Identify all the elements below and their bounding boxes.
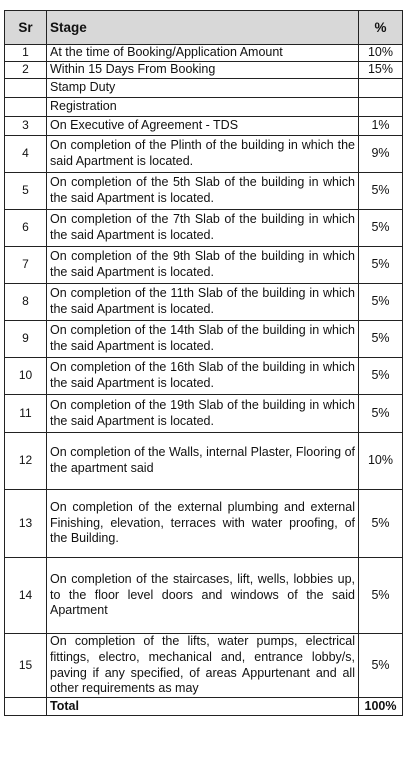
table-row xyxy=(5,62,403,79)
row-stage: At the time of Booking/Application Amount xyxy=(47,45,359,62)
table-row xyxy=(5,247,403,284)
row-stage: On completion of the Plinth of the building in which the said Apartment is located. xyxy=(47,136,359,173)
row-stage: On completion of the 5th Slab of the building in which the said Apartment is located. xyxy=(47,173,359,210)
row-stage: On completion of the staircases, lift, wells, lobbies up, to the floor level doors and windows of the said Apartment xyxy=(47,558,359,634)
table-row xyxy=(5,358,403,395)
row-sr xyxy=(5,79,47,98)
row-percent: 5% xyxy=(359,173,403,210)
table-total-row xyxy=(5,698,403,716)
row-stage: On completion of the 9th Slab of the building in which the said Apartment is located. xyxy=(47,247,359,284)
row-percent: 5% xyxy=(359,247,403,284)
row-stage: On completion of the 14th Slab of the building in which the said Apartment is located. xyxy=(47,321,359,358)
row-percent: 10% xyxy=(359,45,403,62)
row-percent: 5% xyxy=(359,395,403,433)
table-row xyxy=(5,321,403,358)
row-percent: 5% xyxy=(359,558,403,634)
row-percent: 5% xyxy=(359,634,403,698)
payment-schedule-sheet xyxy=(4,10,402,716)
total-sr-blank xyxy=(5,698,47,716)
row-sr: 6 xyxy=(5,210,47,247)
row-stage: On Executive of Agreement - TDS xyxy=(47,117,359,136)
row-sr: 1 xyxy=(5,45,47,62)
row-sr: 11 xyxy=(5,395,47,433)
table-row xyxy=(5,634,403,698)
row-percent: 15% xyxy=(359,62,403,79)
table-header-row xyxy=(5,11,403,45)
header-sr: Sr xyxy=(5,11,47,45)
total-percent: 100% xyxy=(359,698,403,716)
row-percent: 5% xyxy=(359,210,403,247)
table-row xyxy=(5,79,403,98)
row-sr: 2 xyxy=(5,62,47,79)
row-percent: 1% xyxy=(359,117,403,136)
row-stage: Registration xyxy=(47,98,359,117)
header-percent: % xyxy=(359,11,403,45)
row-stage: On completion of the 7th Slab of the building in which the said Apartment is located. xyxy=(47,210,359,247)
row-percent xyxy=(359,79,403,98)
header-stage: Stage xyxy=(47,11,359,45)
row-sr xyxy=(5,98,47,117)
row-sr: 14 xyxy=(5,558,47,634)
table-row xyxy=(5,490,403,558)
table-row xyxy=(5,558,403,634)
row-sr: 8 xyxy=(5,284,47,321)
row-stage: On completion of the 19th Slab of the building in which the said Apartment is located. xyxy=(47,395,359,433)
row-stage: On completion of the external plumbing and external Finishing, elevation, terraces with water proofing, of the Building. xyxy=(47,490,359,558)
total-label: Total xyxy=(47,698,359,716)
table-row xyxy=(5,284,403,321)
row-percent xyxy=(359,98,403,117)
row-sr: 5 xyxy=(5,173,47,210)
row-stage: Stamp Duty xyxy=(47,79,359,98)
row-stage: On completion of the Walls, internal Plaster, Flooring of the apartment said xyxy=(47,433,359,490)
row-stage: On completion of the 11th Slab of the building in which the said Apartment is located. xyxy=(47,284,359,321)
row-sr: 7 xyxy=(5,247,47,284)
row-sr: 12 xyxy=(5,433,47,490)
table-row xyxy=(5,117,403,136)
table-row xyxy=(5,136,403,173)
table-row xyxy=(5,173,403,210)
row-stage: On completion of the lifts, water pumps, electrical fittings, electro, mechanical and, entrance lobby/s, paving if any specified, of areas Appurtenant and all other requirements as may xyxy=(47,634,359,698)
row-percent: 5% xyxy=(359,490,403,558)
row-sr: 9 xyxy=(5,321,47,358)
row-sr: 13 xyxy=(5,490,47,558)
row-percent: 10% xyxy=(359,433,403,490)
table-row xyxy=(5,395,403,433)
row-percent: 5% xyxy=(359,321,403,358)
table-row xyxy=(5,433,403,490)
table-row xyxy=(5,210,403,247)
row-sr: 15 xyxy=(5,634,47,698)
row-sr: 4 xyxy=(5,136,47,173)
table-row xyxy=(5,98,403,117)
row-stage: Within 15 Days From Booking xyxy=(47,62,359,79)
row-percent: 9% xyxy=(359,136,403,173)
payment-schedule-table xyxy=(4,10,403,716)
row-percent: 5% xyxy=(359,358,403,395)
row-stage: On completion of the 16th Slab of the building in which the said Apartment is located. xyxy=(47,358,359,395)
table-row xyxy=(5,45,403,62)
row-percent: 5% xyxy=(359,284,403,321)
row-sr: 3 xyxy=(5,117,47,136)
row-sr: 10 xyxy=(5,358,47,395)
